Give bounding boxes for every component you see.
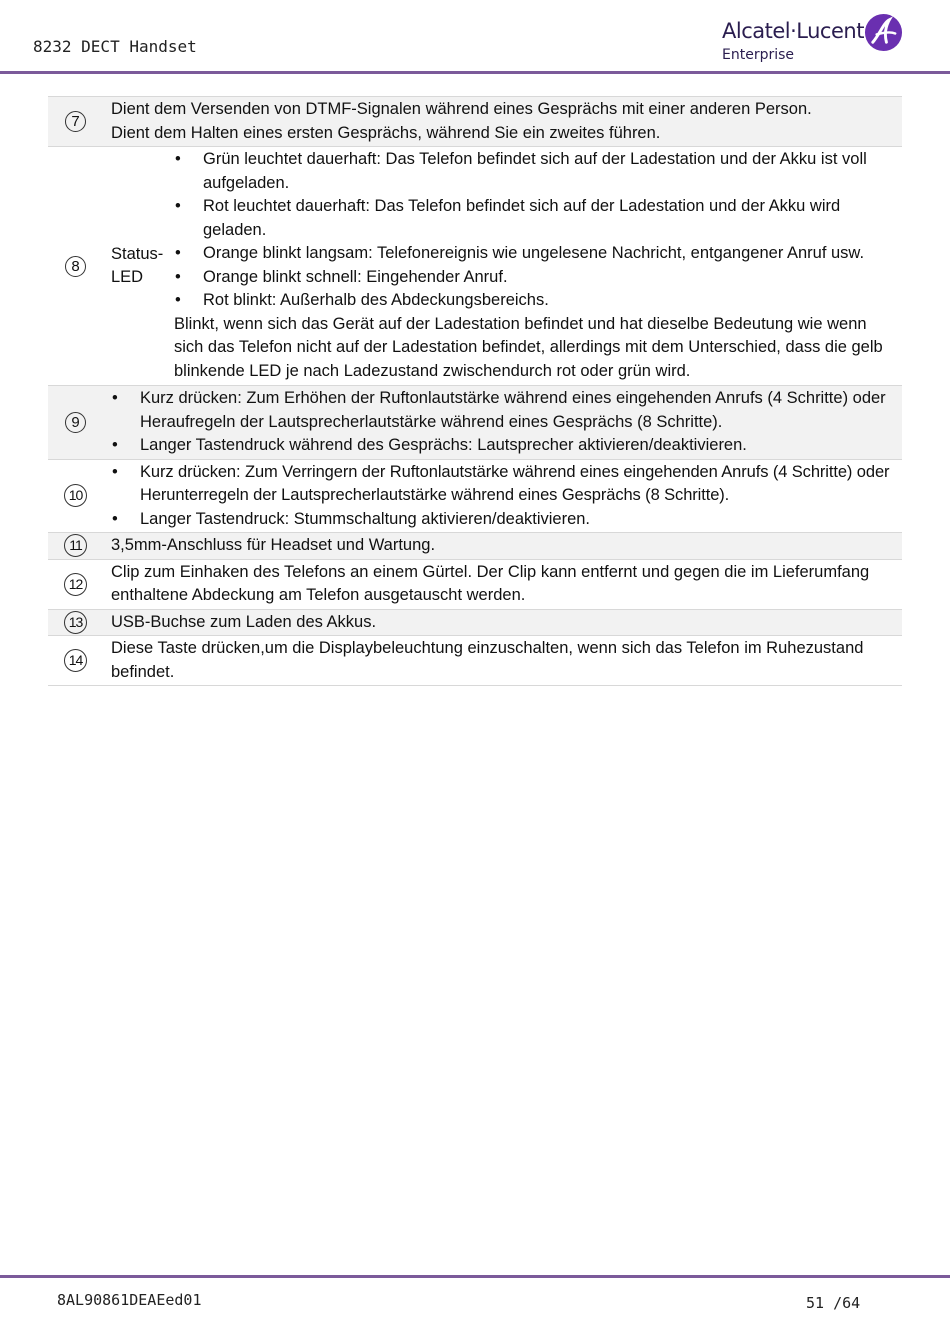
list-item: • Kurz drücken: Zum Erhöhen der Ruftonlautstärke während eines eingehenden Anrufs (4 Schritte) oder Heraufregeln der Lautsprecherlautstärke während eines Gesprächs (8 Schritte). [111,387,898,434]
led-status-list [174,148,898,313]
table-row [48,610,902,637]
item-number-badge: 13 [64,611,87,634]
footer-rule [0,1275,950,1278]
item-number-badge: 10 [64,484,87,507]
item-number-badge: 14 [64,649,87,672]
row-text: Dient dem Versenden von DTMF-Signalen während eines Gesprächs mit einer anderen Person. [111,100,812,118]
item-number-badge: 8 [65,256,86,277]
table-row [48,147,902,386]
row-text: 3,5mm-Anschluss für Headset und Wartung. [111,536,436,554]
row-text: Dient dem Halten eines ersten Gesprächs, während Sie ein zweites führen. [111,123,661,142]
item-number-badge: 12 [64,573,87,596]
table-row [48,386,902,460]
table-row [48,560,902,610]
table-row [48,533,902,560]
table-row [48,96,902,147]
list-item: • Grün leuchtet dauerhaft: Das Telefon befindet sich auf der Ladestation und der Akku ist voll aufgeladen. [174,148,898,195]
document-id: 8AL90861DEAEed01 [57,1291,202,1309]
item-number-badge: 11 [64,534,87,557]
key-description-table [48,96,902,686]
logo-brand-text: Alcatel·Lucent [722,19,864,43]
document-title: 8232 DECT Handset [33,37,197,56]
list-item: • Kurz drücken: Zum Verringern der Ruftonlautstärke während eines eingehenden Anrufs (4 Schritte) oder Herunterregeln der Lautsprecherlautstärke während eines Gesprächs (8 Schritte). [111,461,898,508]
row-text: Diese Taste drücken,um die Displaybeleuchtung einzuschalten, wenn sich das Telefon im Ruhezustand befindet. [111,639,864,681]
list-item: • Rot blinkt: Außerhalb des Abdeckungsbereichs. [174,289,898,313]
list-item: • Orange blinkt langsam: Telefonereignis wie ungelesene Nachricht, entgangener Anruf usw. [174,242,898,266]
item-number-badge: 9 [65,412,86,433]
table-row [48,636,902,686]
header-rule [0,71,950,74]
list-item: • Langer Tastendruck: Stummschaltung aktivieren/deaktivieren. [111,508,898,532]
page-header [0,0,950,74]
logo-sub-text: Enterprise [722,47,795,63]
list-item: • Rot leuchtet dauerhaft: Das Telefon befindet sich auf der Ladestation und der Akku wird geladen. [174,195,898,242]
page-number: 51 /64 [806,1294,861,1312]
item-number-badge: 7 [65,111,86,132]
row-text: Clip zum Einhaken des Telefons an einem Gürtel. Der Clip kann entfernt und gegen die im Lieferumfang enthaltene Abdeckung am Telefon ausgetauscht werden. [111,562,870,604]
row-label: Status-LED [111,244,164,286]
alcatel-lucent-logo [720,13,910,65]
row-note: Blinkt, wenn sich das Gerät auf der Ladestation befindet und hat dieselbe Bedeutung wie wenn sich das Telefon nicht auf der Ladestation befindet, allerdings mit dem Unterschied, dass die gelb blinkende LED je nach Ladezustand zwischendurch rot oder grün wird. [174,314,883,380]
list-item: • Orange blinkt schnell: Eingehender Anruf. [174,266,898,290]
table-row [48,460,902,534]
row-text: USB-Buchse zum Laden des Akkus. [111,612,377,631]
logo-mark-icon [864,13,903,52]
list-item: • Langer Tastendruck während des Gesprächs: Lautsprecher aktivieren/deaktivieren. [111,434,898,458]
